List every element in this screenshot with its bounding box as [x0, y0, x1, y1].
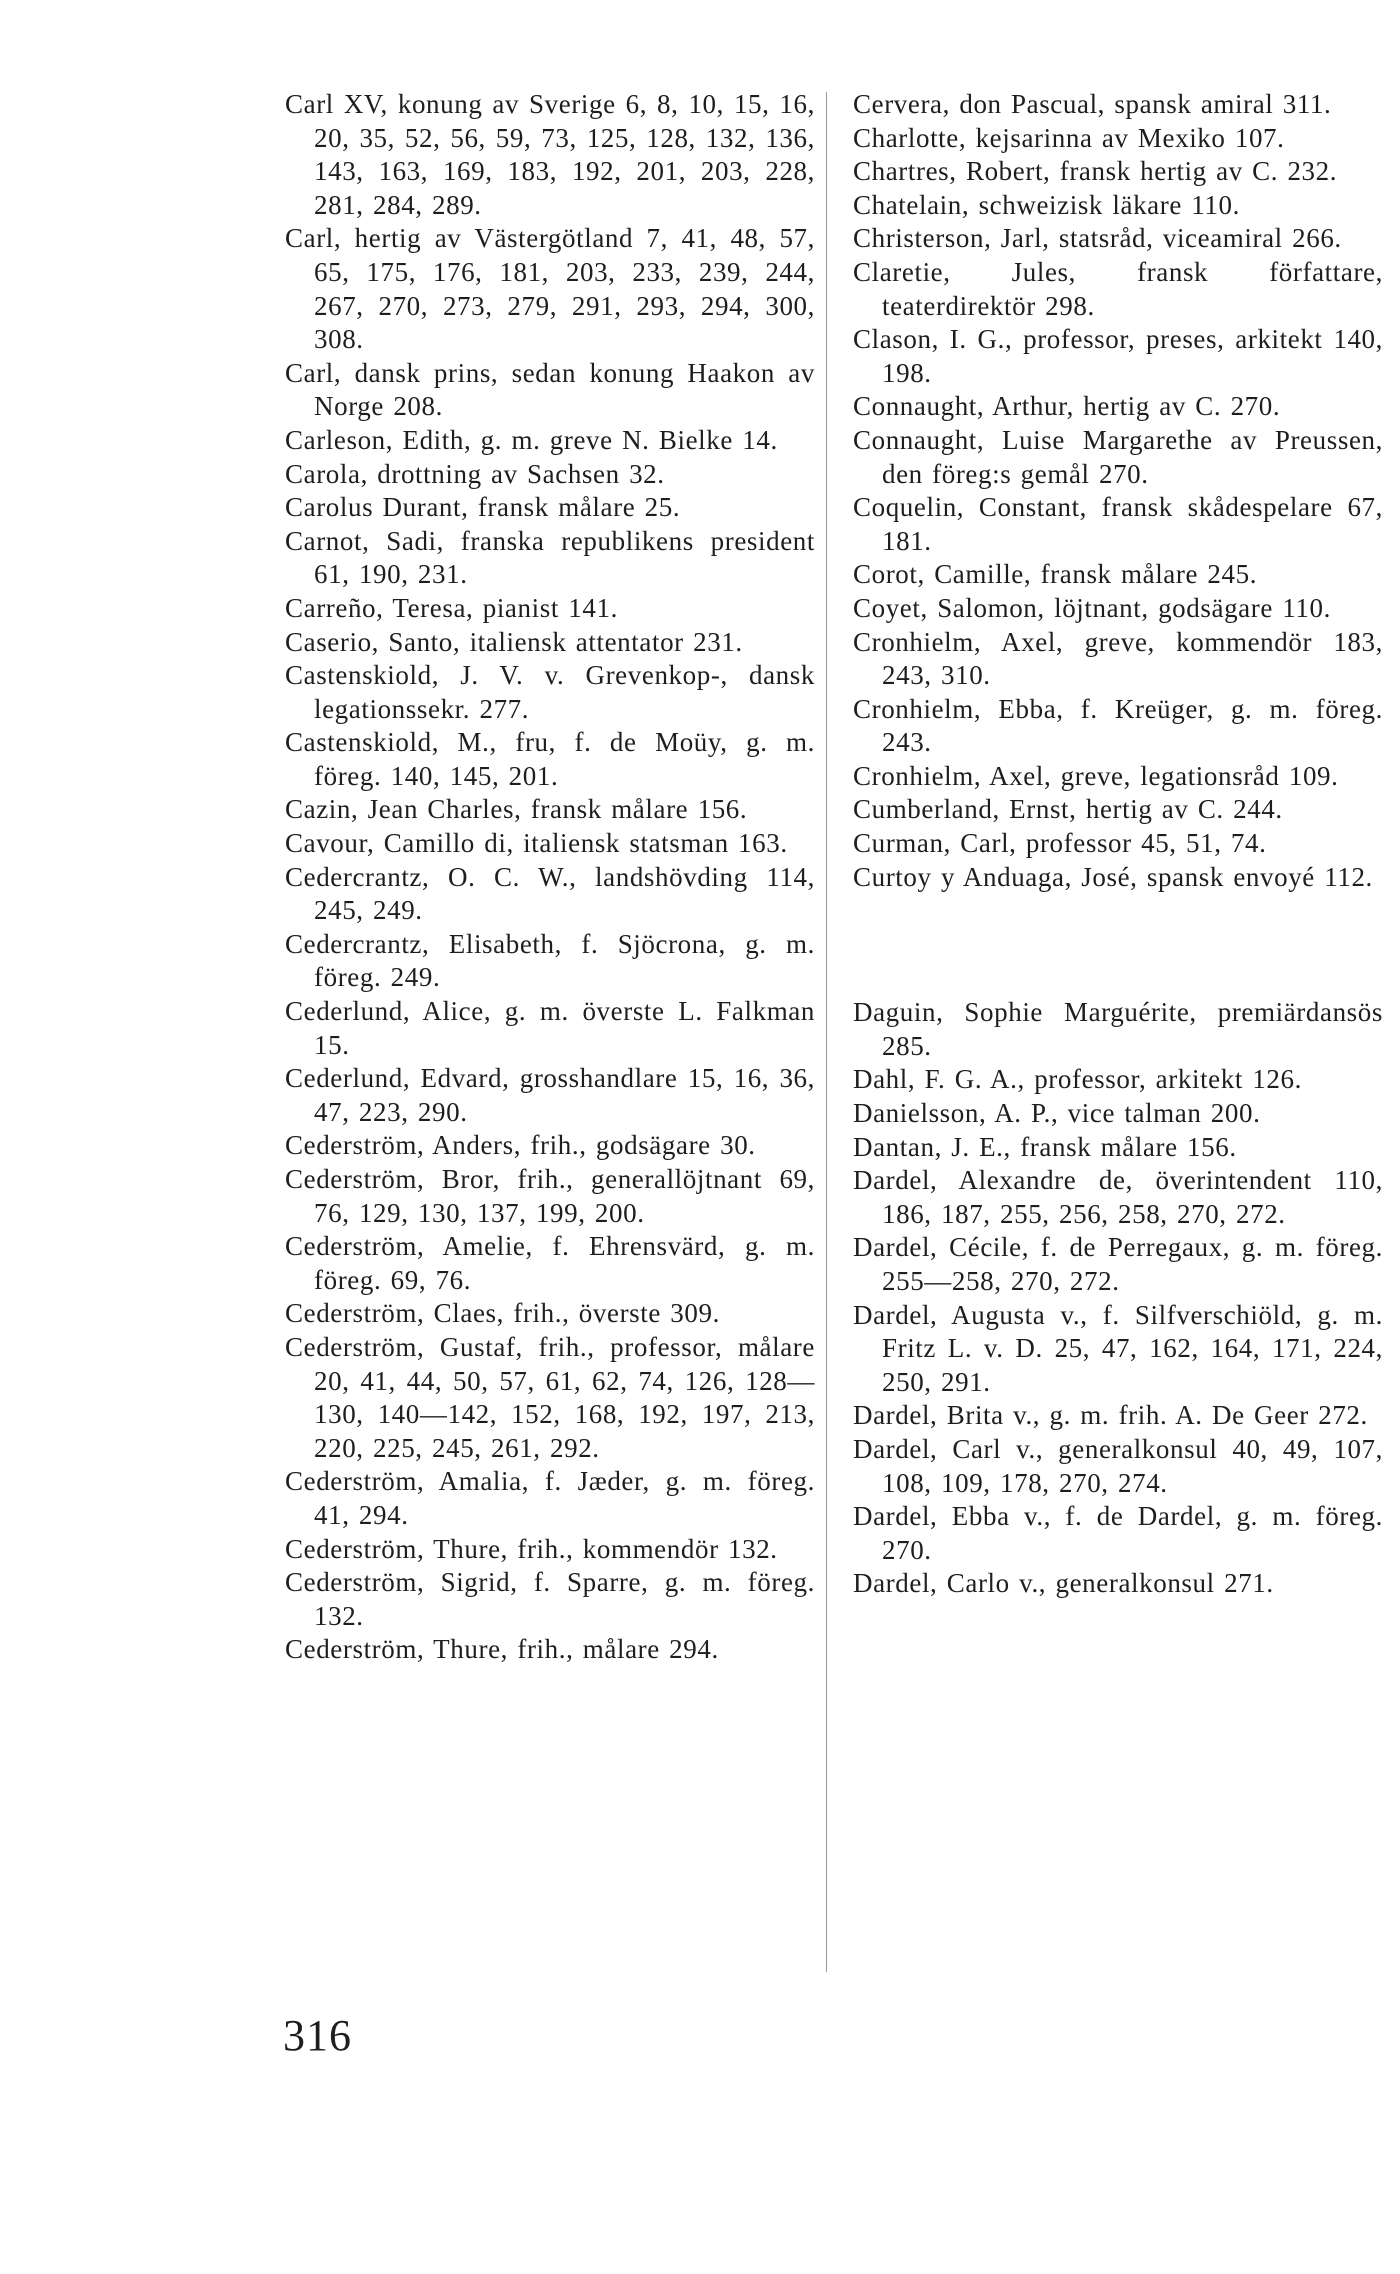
index-entry: Cederström, Anders, frih., godsägare 30. [285, 1130, 756, 1161]
index-entry: Cazin, Jean Charles, fransk målare 156. [285, 794, 748, 825]
section-gap [853, 894, 1383, 996]
index-entry: Charlotte, kejsarinna av Mexiko 107. [853, 122, 1285, 153]
index-entry: Claretie, Jules, fransk författare, teaterdirektör 298. [853, 256, 1383, 321]
index-entry: Dardel, Alexandre de, överintendent 110, 186, 187, 255, 256, 258, 270, 272. [853, 1165, 1383, 1229]
index-entry: Cederlund, Alice, g. m. överste L. Falkman 15. [285, 996, 815, 1060]
index-entry: Cronhielm, Axel, greve, kommendör 183, 243, 310. [853, 626, 1383, 691]
column-divider [826, 92, 827, 1972]
index-entry: Cedercrantz, Elisabeth, f. Sjöcrona, g. m. föreg. 249. [285, 928, 815, 993]
index-entry: Cederström, Sigrid, f. Sparre, g. m. föreg. 132. [285, 1567, 815, 1631]
left-column [285, 88, 815, 1667]
page-number: 316 [283, 2011, 352, 2060]
index-entry: Cedercrantz, O. C. W., landshövding 114, 245, 249. [285, 861, 815, 926]
index-entry: Dardel, Cécile, f. de Perregaux, g. m. föreg. 255—258, 270, 272. [853, 1232, 1383, 1296]
index-entry: Cederström, Thure, frih., kommendör 132. [285, 1533, 778, 1564]
index-entry: Carleson, Edith, g. m. greve N. Bielke 14. [285, 424, 778, 455]
index-entry: Cavour, Camillo di, italiensk statsman 163. [285, 828, 788, 859]
index-entry: Cronhielm, Ebba, f. Kreüger, g. m. föreg. 243. [853, 693, 1383, 758]
index-entry: Christerson, Jarl, statsråd, viceamiral 266. [853, 223, 1342, 254]
index-entry: Curtoy y Anduaga, José, spansk envoyé 112. [853, 861, 1373, 892]
index-entry: Cronhielm, Axel, greve, legationsråd 109. [853, 760, 1339, 791]
index-entry: Castenskiold, M., fru, f. de Moüy, g. m. föreg. 140, 145, 201. [285, 727, 815, 791]
index-entry: Carl, hertig av Västergötland 7, 41, 48, 57, 65, 175, 176, 181, 203, 233, 239, 244, 267, 270, 273, 279, 291, 293, 294, 300, 308. [285, 223, 815, 355]
index-entry: Clason, I. G., professor, preses, arkitekt 140, 198. [853, 324, 1383, 388]
index-entry: Carnot, Sadi, franska republikens president 61, 190, 231. [285, 525, 815, 590]
index-entry: Curman, Carl, professor 45, 51, 74. [853, 828, 1267, 859]
index-entry: Coquelin, Constant, fransk skådespelare 67, 181. [853, 492, 1383, 556]
index-entry: Cervera, don Pascual, spansk amiral 311. [853, 89, 1332, 119]
index-entry: Dardel, Carl v., generalkonsul 40, 49, 107, 108, 109, 178, 270, 274. [853, 1433, 1383, 1498]
index-entry: Cumberland, Ernst, hertig av C. 244. [853, 794, 1283, 825]
index-entry: Chatelain, schweizisk läkare 110. [853, 189, 1240, 220]
index-entry: Carolus Durant, fransk målare 25. [285, 492, 681, 523]
index-entry: Connaught, Luise Margarethe av Preussen, den föreg:s gemål 270. [853, 424, 1383, 489]
index-entry: Castenskiold, J. V. v. Grevenkop-, dansk legationssekr. 277. [285, 660, 815, 724]
index-entry: Coyet, Salomon, löjtnant, godsägare 110. [853, 592, 1331, 623]
index-entry: Cederström, Amalia, f. Jæder, g. m. föreg. 41, 294. [285, 1466, 815, 1530]
index-entry: Cederström, Gustaf, frih., professor, målare 20, 41, 44, 50, 57, 61, 62, 74, 126, 128—130, 140—142, 152, 168, 192, 197, 213, 220, 225, 245, 261, 292. [285, 1331, 815, 1463]
index-entry: Dardel, Carlo v., generalkonsul 271. [853, 1568, 1274, 1599]
index-entry: Connaught, Arthur, hertig av C. 270. [853, 391, 1281, 422]
index-entry: Danielsson, A. P., vice talman 200. [853, 1098, 1261, 1129]
index-entry: Corot, Camille, fransk målare 245. [853, 559, 1258, 590]
index-entry: Carreño, Teresa, pianist 141. [285, 592, 618, 623]
index-entry: Cederström, Claes, frih., överste 309. [285, 1298, 720, 1329]
d-section [853, 996, 1383, 1601]
index-entry: Caserio, Santo, italiensk attentator 231. [285, 626, 743, 657]
index-entry: Carola, drottning av Sachsen 32. [285, 458, 665, 489]
index-entry: Cederström, Thure, frih., målare 294. [285, 1634, 719, 1665]
index-entry: Dardel, Augusta v., f. Silfverschiöld, g. m. Fritz L. v. D. 25, 47, 162, 164, 171, 224, 250, 291. [853, 1299, 1383, 1397]
index-entry: Dantan, J. E., fransk målare 156. [853, 1131, 1237, 1162]
index-entry: Cederström, Amelie, f. Ehrensvärd, g. m. föreg. 69, 76. [285, 1231, 815, 1295]
index-entry: Chartres, Robert, fransk hertig av C. 232. [853, 156, 1338, 187]
c-section [853, 88, 1383, 894]
index-entry: Daguin, Sophie Marguérite, premiärdansös 285. [853, 997, 1383, 1061]
index-entry: Dardel, Brita v., g. m. frih. A. De Geer 272. [853, 1400, 1368, 1431]
index-entry: Cederlund, Edvard, grosshandlare 15, 16, 36, 47, 223, 290. [285, 1063, 815, 1127]
index-entry: Carl XV, konung av Sverige 6, 8, 10, 15, 16, 20, 35, 52, 56, 59, 73, 125, 128, 132, 136, 143, 163, 169, 183, 192, 201, 203, 228, 281, 284, 289. [285, 89, 815, 220]
index-entry: Dardel, Ebba v., f. de Dardel, g. m. föreg. 270. [853, 1501, 1383, 1565]
index-entry: Cederström, Bror, frih., generallöjtnant 69, 76, 129, 130, 137, 199, 200. [285, 1164, 815, 1228]
index-entry: Dahl, F. G. A., professor, arkitekt 126. [853, 1064, 1302, 1095]
right-column [853, 88, 1383, 1601]
index-entry: Carl, dansk prins, sedan konung Haakon av Norge 208. [285, 357, 815, 422]
